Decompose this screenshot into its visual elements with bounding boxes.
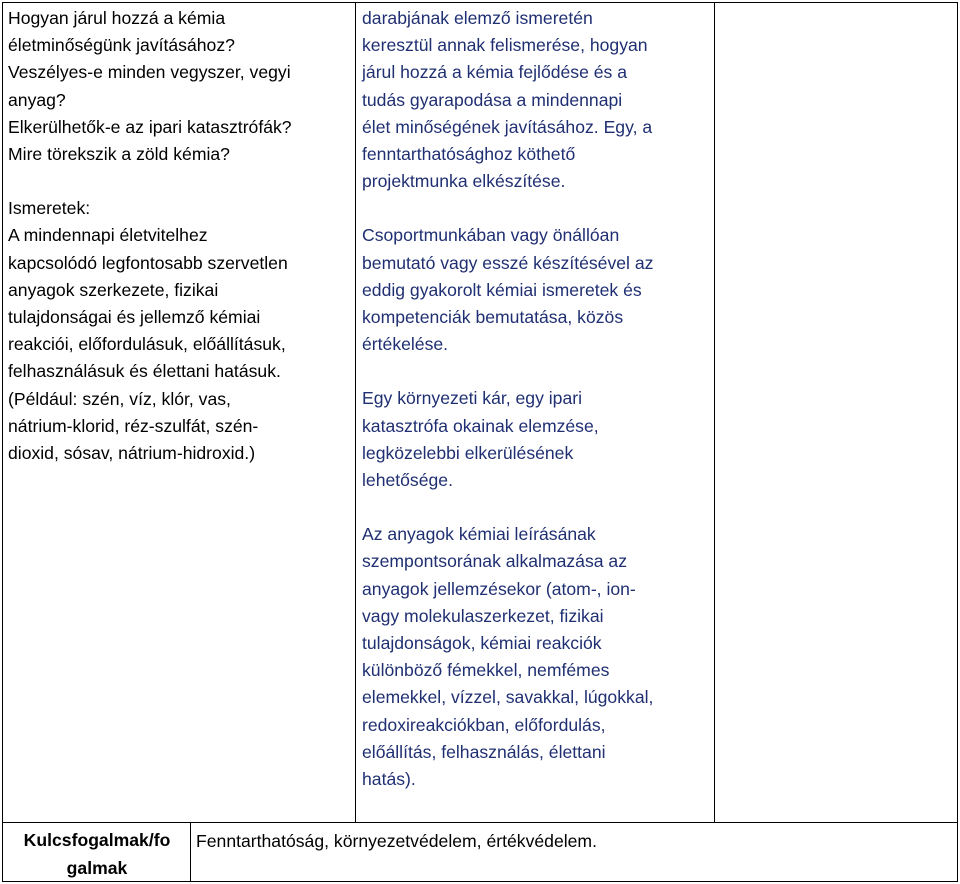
knowledge-line: A mindennapi életvitelhez [8,225,208,246]
activity-line: eddig gyakorolt kémiai ismeretek és [362,279,642,300]
question-line: életminőségünk javításához? [8,35,235,56]
question-line: Veszélyes-e minden vegyszer, vegyi [8,62,291,83]
activity-line: lehetősége. [362,470,453,491]
activity-line: kompetenciák bemutatása, közös [362,307,624,328]
key-concepts-content [196,826,936,856]
activity-line: katasztrófa okainak elemzése, [362,415,599,436]
activity-line: vagy molekulaszerkezet, fizikai [362,605,604,626]
column-divider-1 [355,2,356,823]
activities-cell [362,5,707,793]
activity-line: élet minőségének javításához. Egy, a [362,116,653,137]
activity-line: hatás). [362,769,416,790]
activity-line: járul hozzá a kémia fejlődése és a [362,62,628,83]
activity-line: fenntarthatósághoz köthető [362,144,576,165]
column-divider-bottom [190,822,191,882]
activity-line: tudás gyarapodása a mindennapi [362,89,623,110]
table-border-right [957,2,958,882]
knowledge-line: reakciói, előfordulásuk, előállításuk, [8,334,286,355]
knowledge-line: dioxid, sósav, nátrium-hidroxid.) [8,443,256,464]
question-line: Elkerülhetők-e az ipari katasztrófák? [8,116,292,137]
activity-line: redoxireakciókban, előfordulás, [362,714,606,735]
key-concepts-text: Fenntarthatóság, környezetvédelem, értékvédelem. [196,831,597,851]
knowledge-line: kapcsolódó legfontosabb szervetlen [8,252,288,273]
activity-line: legközelebbi elkerülésének [362,442,574,463]
activity-line: Csoportmunkában vagy önállóan [362,225,620,246]
column-divider-2 [714,2,715,823]
activity-line: különböző fémekkel, nemfémes [362,660,610,681]
activity-line: Egy környezeti kár, egy ipari [362,388,583,409]
activity-line: projektmunka elkészítése. [362,171,566,192]
activity-line: darabjának elemző ismeretén [362,8,593,28]
table-border-left [2,2,3,882]
key-concepts-label-line: galmak [66,858,128,878]
knowledge-line: felhasználásuk és élettani hatásuk. [8,361,281,382]
question-line: anyag? [8,89,66,110]
knowledge-line: nátrium-klorid, réz-szulfát, szén- [8,415,259,436]
activity-line: bemutató vagy esszé készítésével az [362,252,654,273]
activity-line: Az anyagok kémiai leírásának [362,524,596,545]
activity-line: tulajdonságok, kémiai reakciók [362,633,602,654]
knowledge-line: anyagok szerkezete, fizikai [8,279,219,300]
row-divider [2,822,958,823]
question-line: Hogyan járul hozzá a kémia [8,8,226,28]
activity-line: előállítás, felhasználás, élettani [362,741,606,762]
knowledge-line: (Például: szén, víz, klór, vas, [8,388,231,409]
activity-line: anyagok jellemzésekor (atom-, ion- [362,578,636,599]
activity-line: keresztül annak felismerése, hogyan [362,35,648,56]
topic-questions-cell [8,5,353,467]
activity-line: értékelése. [362,334,449,355]
key-concepts-label-line: Kulcsfogalmak/fo [23,830,171,850]
key-concepts-label [8,826,186,882]
knowledge-heading: Ismeretek: [8,198,91,219]
table-border-top [2,2,958,3]
question-line: Mire törekszik a zöld kémia? [8,144,230,165]
activity-line: szempontsorának alkalmazása az [362,551,628,572]
activity-line: elemekkel, vízzel, savakkal, lúgokkal, [362,687,654,708]
knowledge-line: tulajdonságai és jellemző kémiai [8,307,261,328]
